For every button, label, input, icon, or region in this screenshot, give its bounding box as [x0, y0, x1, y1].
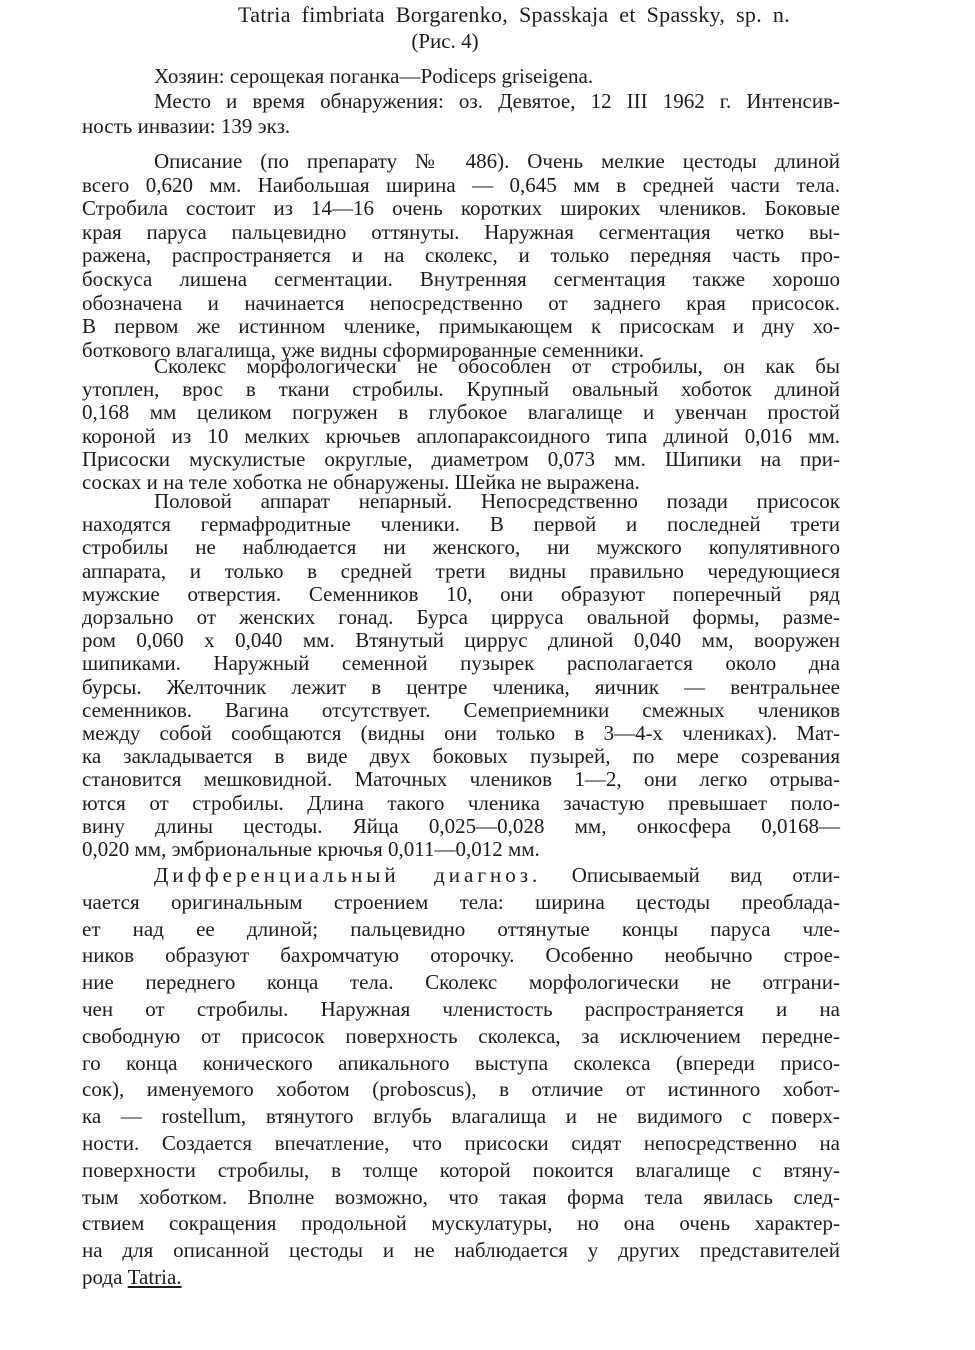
text-line: ет над ее длиной; пальцевидно оттянутые концы паруса чле-: [82, 916, 840, 941]
text-line: стробилы не наблюдается ни женского, ни мужского копулятивного: [82, 535, 840, 560]
reproductive-system-paragraph: [82, 490, 840, 861]
text-line: бурсы. Желточник лежит в центре членика, яичник — вентральнее: [82, 674, 840, 699]
text-line: дорзально от женских гонад. Бурса цирруса овальной формы, разме-: [82, 605, 840, 630]
text-line: вину длины цестоды. Яйца 0,025—0,028 мм, онкосфера 0,0168—: [82, 813, 840, 838]
text-line: находятся гермафродитные членики. В первой и последней трети: [82, 512, 840, 537]
text-line: всего 0,620 мм. Наибольшая ширина — 0,645 мм в средней части тела.: [82, 172, 840, 197]
text-line-fragment: рода: [82, 1264, 128, 1289]
differential-heading: Дифференциальный диагноз.: [154, 863, 542, 887]
text-line: ка закладывается в виде двух боковых пузырей, по мере созревания: [82, 744, 840, 769]
text-line: Хозяин: серощекая поганка—Podiceps griseigena.: [154, 64, 594, 88]
text-line: аппарата, и только в средней трети видны правильно чередующиеся: [82, 558, 840, 583]
differential-diagnosis-paragraph: [82, 862, 840, 1291]
description-paragraph: [82, 150, 840, 362]
text-line: мужские отверстия. Семенников 10, они образуют поперечный ряд: [82, 581, 840, 606]
genus-name: Tatria.: [127, 1264, 182, 1289]
differential-first-line-text: Описываемый вид отли-: [571, 863, 841, 887]
text-line: обозначена и начинается непосредственно от заднего края присосок.: [82, 290, 840, 315]
text-line: на для описанной цестоды и не наблюдается у других представителей: [82, 1238, 840, 1263]
figure-reference: (Рис. 4): [411, 29, 479, 53]
text-line: Место и время обнаружения: оз. Девятое, 12 III 1962 г. Интенсив-: [154, 89, 840, 113]
text-line: В первом же истинном членике, примыкающем к присоскам и дну хо-: [82, 314, 840, 339]
text-line: Описание (по препарату № 486). Очень мелкие цестоды длиной: [154, 149, 840, 173]
text-line: ность инвазии: 139 экз.: [82, 114, 291, 138]
text-line: Присоски мускулистые округлые, диаметром 0,073 мм. Шипики на при-: [82, 446, 840, 471]
text-line: Сколекс морфологически не обособлен от стробилы, он как бы: [154, 354, 840, 378]
species-title: Tatria fimbriata Borgarenko, Spasskaja et Spassky, sp. n.: [238, 2, 790, 27]
text-line: Половой аппарат непарный. Непосредственно позади присосок: [154, 489, 840, 513]
text-line: между собой сообщаются (видны они только в 3—4-х члениках). Мат-: [82, 721, 840, 746]
host-paragraph: [82, 64, 840, 139]
text-line: ются от стробилы. Длина такого членика зачастую превышает поло-: [82, 790, 840, 815]
differential-last-line: [82, 1264, 840, 1291]
text-line: края паруса пальцевидно оттянуты. Наружная сегментация четко вы-: [82, 219, 840, 244]
text-line: го конца конического апикального выступа сколекса (впереди присо-: [82, 1050, 840, 1075]
scolex-paragraph: [82, 355, 840, 494]
text-line: чается оригинальным строением тела: ширина цестоды преоблада-: [82, 889, 840, 914]
text-line: сосках и на теле хоботка не обнаружены. Шейка не выражена.: [82, 470, 640, 495]
text-line: шипиками. Наружный семенной пузырек располагается около дна: [82, 651, 840, 676]
text-line: Стробила состоит из 14—16 очень коротких широких члеников. Боковые: [82, 196, 840, 221]
text-line: короной из 10 мелких крючьев аплопараксоидного типа длиной 0,016 мм.: [82, 423, 840, 448]
text-line: ников образуют бахромчатую оторочку. Особенно необычно строе-: [82, 943, 840, 968]
text-line: семенников. Вагина отсутствует. Семеприемники смежных члеников: [82, 697, 840, 722]
text-line: ка — rostellum, втянутого вглубь влагалища и не видимого с поверх-: [82, 1104, 840, 1129]
text-line: 0,020 мм, эмбриональные крючья 0,011—0,012 мм.: [82, 837, 540, 862]
text-line: ние переднего конца тела. Сколекс морфологически не отграни-: [82, 970, 840, 995]
text-line: поверхности стробилы, в толще которой покоится влагалище с втяну-: [82, 1157, 840, 1182]
text-line: чен от стробилы. Наружная членистость распространяется и на: [82, 996, 840, 1021]
text-line: ром 0,060 х 0,040 мм. Втянутый циррус длиной 0,040 мм, вооружен: [82, 628, 840, 653]
text-line: тым хоботком. Вполне возможно, что такая форма тела явилась след-: [82, 1184, 840, 1209]
text-line: ствием сокращения продольной мускулатуры, но она очень характер-: [82, 1211, 840, 1236]
text-line: свободную от присосок поверхность сколекса, за исключением передне-: [82, 1023, 840, 1048]
text-line: сок), именуемого хоботом (proboscus), в отличие от истинного хобот-: [82, 1077, 840, 1102]
differential-first-line: [82, 862, 840, 889]
text-line: ности. Создается впечатление, что присоски сидят непосредственно на: [82, 1130, 840, 1155]
text-line: боскуса лишена сегментации. Внутренняя сегментация также хорошо: [82, 266, 840, 291]
text-line: ражена, распространяется и на сколекс, и только передняя часть про-: [82, 243, 840, 268]
text-line: утоплен, врос в ткани стробилы. Крупный овальный хоботок длиной: [82, 377, 840, 402]
text-line: 0,168 мм целиком погружен в глубокое влагалище и увенчан простой: [82, 400, 840, 425]
text-line: боткового влагалища, уже видны сформированные семенники.: [82, 337, 644, 362]
text-line: становится мешковидной. Маточных члеников 1—2, они легко отрыва-: [82, 767, 840, 792]
